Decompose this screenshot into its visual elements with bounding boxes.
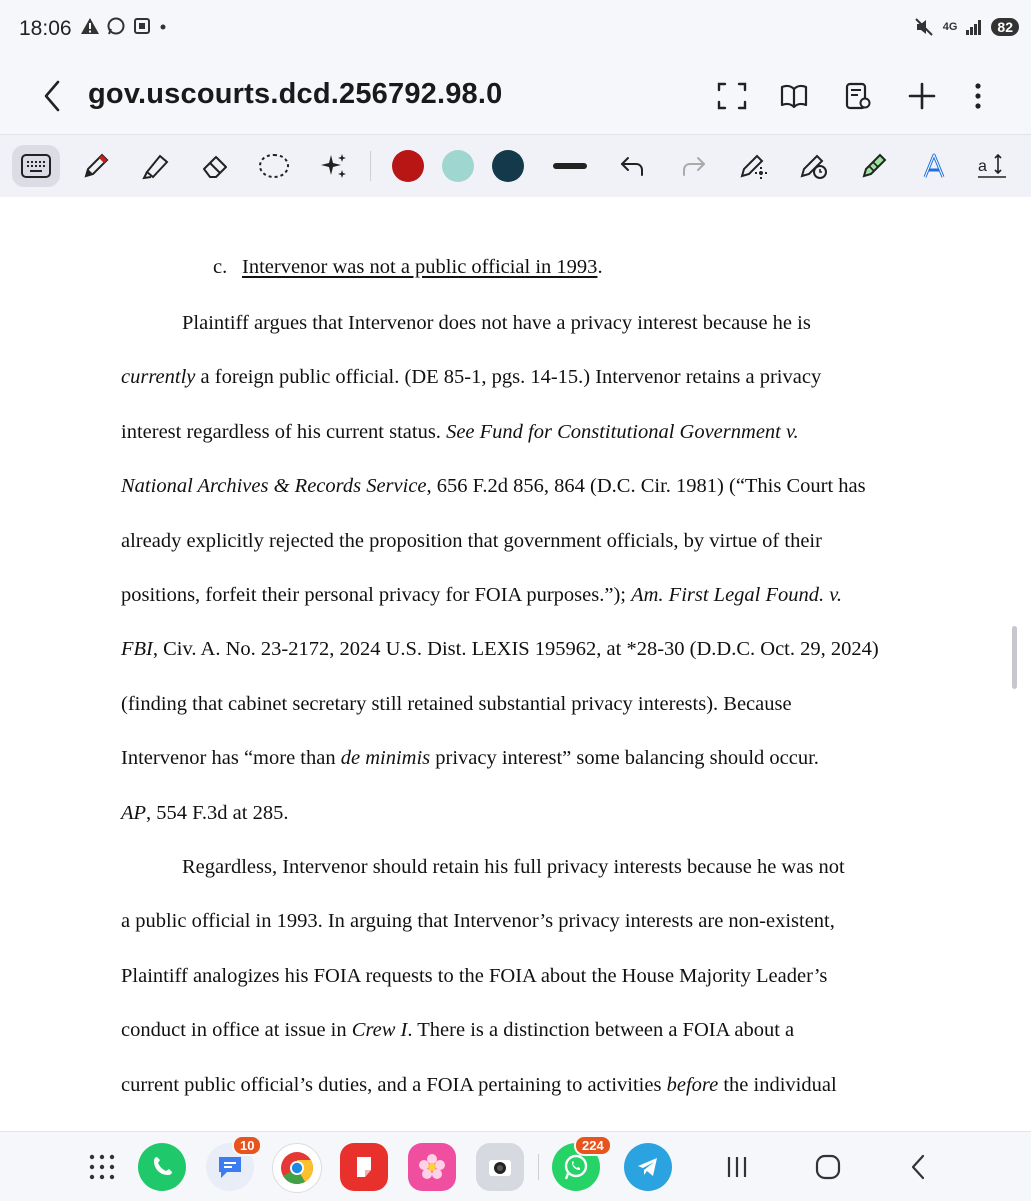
recents-icon <box>723 1153 751 1181</box>
note-icon <box>351 1154 377 1180</box>
svg-text:a: a <box>978 158 987 175</box>
gallery-app[interactable] <box>408 1143 456 1191</box>
pen-clock-icon <box>798 150 830 182</box>
highlighter-icon <box>140 150 172 182</box>
text-style-icon <box>919 151 949 181</box>
pen-icon <box>80 150 112 182</box>
eraser-icon <box>200 150 232 182</box>
text-segment: Plaintiff analogizes his FOIA requests to the FOIA about the House Majority Leader’s <box>121 964 828 987</box>
screenshot-notification-icon <box>132 16 152 36</box>
stroke-width-tool[interactable] <box>548 144 592 188</box>
eraser-tool[interactable] <box>194 144 238 188</box>
shape-pen-tool[interactable] <box>852 144 896 188</box>
document-page[interactable] <box>0 197 1031 1131</box>
text-segment: , 656 F.2d 856, 864 (D.C. Cir. 1981) (“This Court has <box>426 475 866 498</box>
undo-button[interactable] <box>610 144 654 188</box>
lasso-tool[interactable] <box>252 144 296 188</box>
italic-text: See Fund for Constitutional Government v. <box>446 420 799 443</box>
back-nav-icon <box>905 1153 933 1181</box>
color-swatch-red[interactable] <box>392 150 424 182</box>
back-nav-button[interactable] <box>902 1150 936 1184</box>
pen-tool[interactable] <box>74 144 118 188</box>
apps-grid-icon <box>88 1153 116 1181</box>
redo-button[interactable] <box>672 144 716 188</box>
sparkle-icon <box>319 151 349 181</box>
text-segment: interest regardless of his current status. <box>121 420 447 443</box>
telegram-app[interactable] <box>624 1143 672 1191</box>
book-icon <box>779 81 809 111</box>
home-button[interactable] <box>811 1150 845 1184</box>
text-line <box>121 965 827 988</box>
color-swatch-navy[interactable] <box>492 150 524 182</box>
whatsapp-badge: 224 <box>574 1135 612 1156</box>
italic-text: AP <box>121 801 147 824</box>
text-segment: privacy interest” some balancing should occur. <box>430 747 819 770</box>
text-segment: Regardless, Intervenor should retain his full privacy interests because he was not <box>182 856 845 878</box>
document-settings-icon <box>843 81 873 111</box>
text-segment: . There is a distinction between a FOIA about a <box>407 1019 795 1042</box>
text-line <box>121 421 799 444</box>
messages-app[interactable] <box>206 1138 255 1191</box>
add-button[interactable] <box>900 74 944 118</box>
notification-icons <box>80 16 168 36</box>
phone-icon <box>149 1154 175 1180</box>
scrollbar-thumb[interactable] <box>1012 626 1017 689</box>
battery-level: 82 <box>991 18 1019 36</box>
keyboard-tool[interactable] <box>12 145 60 187</box>
telegram-icon <box>634 1153 662 1181</box>
signal-strength-icon <box>965 18 983 36</box>
text-line <box>121 530 822 553</box>
italic-text: currently <box>121 366 196 389</box>
text-line <box>121 366 821 389</box>
redo-icon <box>679 151 709 181</box>
text-line <box>121 747 819 770</box>
lasso-icon <box>257 151 291 181</box>
italic-text: FBI <box>121 638 153 661</box>
italic-text: before <box>666 1073 719 1096</box>
text-line <box>121 475 866 498</box>
camera-app[interactable] <box>476 1143 524 1191</box>
chrome-icon <box>279 1150 315 1186</box>
text-segment: positions, forfeit their personal privacy for FOIA purposes.”); <box>121 584 632 606</box>
document-title: gov.uscourts.dcd.256792.98.0 <box>88 78 503 110</box>
plus-icon <box>907 81 937 111</box>
chevron-left-icon <box>36 76 72 116</box>
home-icon <box>814 1153 842 1181</box>
notes-app[interactable] <box>340 1143 388 1191</box>
italic-text: Am. First Legal Found. v. <box>631 584 842 606</box>
page-settings-button[interactable] <box>836 74 880 118</box>
more-options-button[interactable] <box>956 74 1000 118</box>
section-heading-letter: c. <box>213 256 228 278</box>
section-heading <box>213 256 603 279</box>
recent-apps-button[interactable] <box>720 1150 754 1184</box>
text-segment: a foreign public official. (DE 85-1, pgs. 14-15.) Intervenor retains a privacy <box>195 366 822 389</box>
warning-icon <box>80 16 100 36</box>
italic-text: de minimis <box>340 747 431 770</box>
status-bar <box>0 0 1031 62</box>
toolbar-divider <box>370 151 371 181</box>
pen-time-tool[interactable] <box>792 144 836 188</box>
keyboard-icon <box>21 153 51 179</box>
text-segment: Plaintiff argues that Intervenor does not have a privacy interest because he is <box>182 312 811 334</box>
navigation-bar <box>0 1131 1031 1201</box>
text-line <box>121 910 835 933</box>
messages-badge: 10 <box>232 1135 262 1156</box>
text-line <box>121 802 288 825</box>
camera-icon <box>486 1153 514 1181</box>
text-segment: conduct in office at issue in <box>121 1019 352 1042</box>
undo-icon <box>617 151 647 181</box>
text-line <box>182 856 845 879</box>
text-style-tool[interactable] <box>912 144 956 188</box>
back-button[interactable] <box>36 76 72 116</box>
network-type-label: 4G <box>942 21 958 33</box>
text-line <box>121 693 792 716</box>
text-segment: (finding that cabinet secretary still retained substantial privacy interests). Because <box>121 692 792 715</box>
text-size-icon <box>976 151 1008 181</box>
highlighter-green-icon <box>858 150 890 182</box>
text-line <box>121 638 879 661</box>
nav-divider <box>538 1154 539 1180</box>
more-vertical-icon <box>963 81 993 111</box>
highlighter-tool[interactable] <box>134 144 178 188</box>
text-segment: Intervenor has “more than <box>121 747 341 770</box>
italic-text: Crew I <box>351 1019 408 1042</box>
fullscreen-icon <box>717 81 747 111</box>
whatsapp-app[interactable] <box>552 1138 604 1191</box>
reading-mode-button[interactable] <box>772 74 816 118</box>
more-notifications-dot-icon <box>158 16 168 36</box>
whatsapp-notification-icon <box>106 16 126 36</box>
ai-assist-tool[interactable] <box>312 144 356 188</box>
section-heading-text: Intervenor was not a public official in 1993 <box>242 256 598 278</box>
text-size-tool[interactable] <box>970 144 1014 188</box>
text-segment: current public official’s duties, and a FOIA pertaining to activities <box>121 1073 667 1096</box>
title-bar <box>0 62 1031 134</box>
italic-text: National Archives & Records Service <box>121 475 427 498</box>
pen-settings-tool[interactable] <box>732 144 776 188</box>
color-swatch-teal[interactable] <box>442 150 474 182</box>
text-segment: , 554 F.3d at 285. <box>146 801 289 824</box>
text-segment: the individual <box>718 1073 837 1096</box>
text-line <box>182 312 811 335</box>
whatsapp-icon <box>561 1152 591 1182</box>
text-segment: , Civ. A. No. 23-2172, 2024 U.S. Dist. LEXIS 195962, at *28-30 (D.D.C. Oct. 29, 2024) <box>152 638 879 661</box>
phone-app[interactable] <box>138 1143 186 1191</box>
stroke-width-icon <box>550 156 590 176</box>
text-line <box>121 584 842 607</box>
text-line <box>121 1074 837 1097</box>
fullscreen-button[interactable] <box>710 74 754 118</box>
status-time: 18:06 <box>19 17 72 40</box>
drawing-toolbar <box>0 134 1031 198</box>
section-heading-period: . <box>597 256 603 278</box>
chat-bubble-icon <box>215 1153 245 1181</box>
pen-settings-icon <box>738 150 770 182</box>
flower-icon <box>417 1152 447 1182</box>
text-segment: a public official in 1993. In arguing that Intervenor’s privacy interests are non-existent, <box>121 910 835 933</box>
chrome-app[interactable] <box>272 1143 322 1193</box>
app-drawer-button[interactable] <box>78 1143 126 1191</box>
mute-icon <box>913 16 935 38</box>
text-segment: already explicitly rejected the proposition that government officials, by virtue of their <box>121 529 822 552</box>
system-status-icons <box>913 16 1019 38</box>
text-line <box>121 1019 794 1042</box>
